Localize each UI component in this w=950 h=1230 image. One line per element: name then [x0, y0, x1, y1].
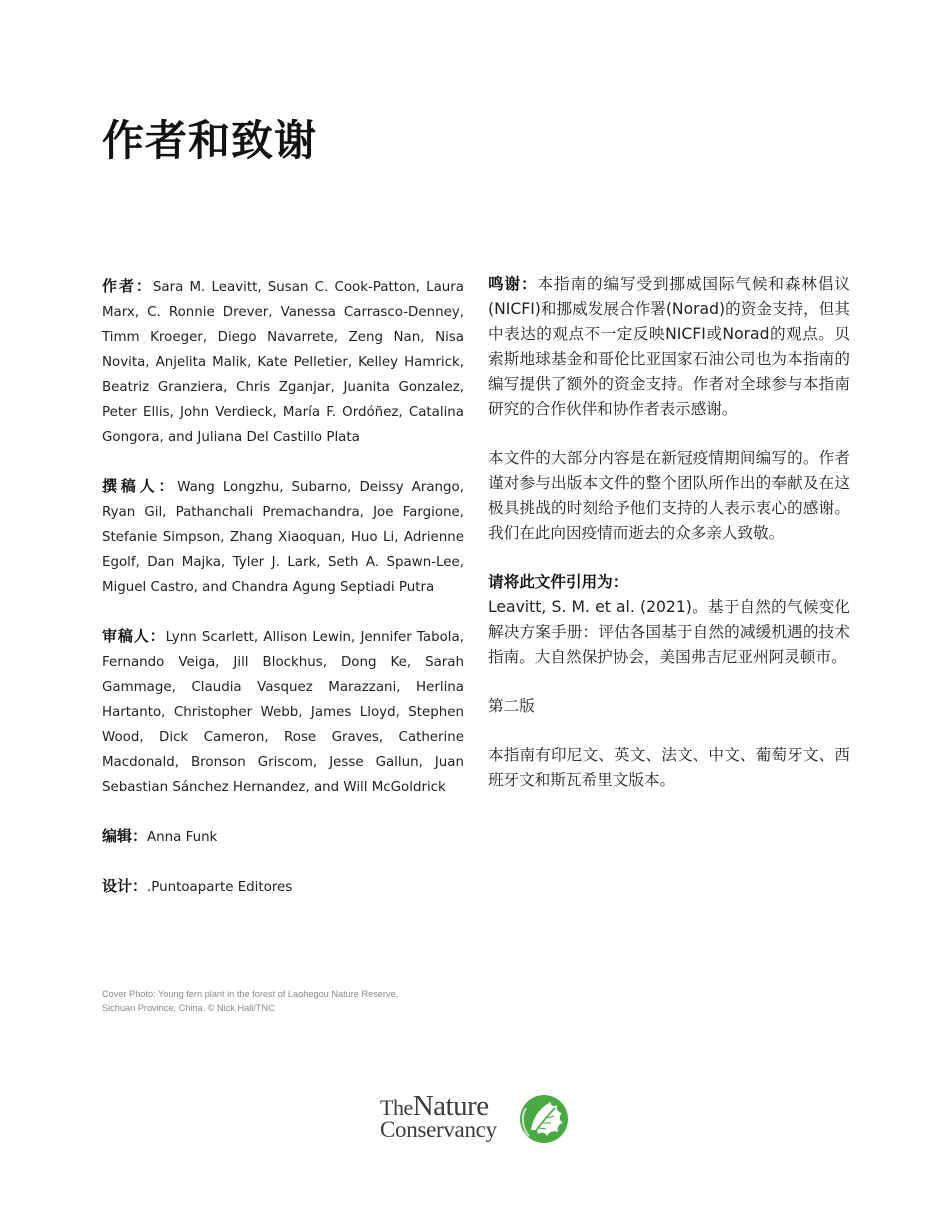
citation-label: 请将此文件引用为：: [488, 573, 629, 591]
caption-line-2: Sichuan Province, China. © Nick Hall/TNC: [102, 1002, 275, 1013]
logo-word-conservancy: Conservancy: [380, 1117, 497, 1142]
design-name: .Puntoaparte Editores: [147, 880, 293, 895]
tnc-logo: [380, 1090, 572, 1152]
cover-photo-caption: [102, 988, 442, 1015]
acknowledgements-label: 鸣谢：: [488, 275, 538, 293]
acknowledgements-text: 本指南的编写受到挪威国际气候和森林倡议(NICFI)和挪威发展合作署(Norad)的资金支持，但其中表达的观点不一定反映NICFI或Norad的观点。贝索斯地球基金和哥伦比亚国家石油公司也为本指南的编写提供了额外的资金支持。作者对全球参与本指南研究的合作伙伴和协作者表示感谢。: [488, 275, 850, 418]
citation-text: Leavitt, S. M. et al. (2021)。基于自然的气候变化解决方案手册：评估各国基于自然的减缓机遇的技术指南。大自然保护协会，美国弗吉尼亚州阿灵顿市。: [488, 598, 850, 666]
acknowledgements-column: [488, 272, 850, 817]
page-title: 作者和致谢: [102, 116, 318, 165]
citation-block: [488, 570, 850, 670]
covid-note: 本文件的大部分内容是在新冠疫情期间编写的。作者谨对参与出版本文件的整个团队所作出的奉献及在这极具挑战的时刻给予他们支持的人表示衷心的感谢。我们在此向因疫情而逝去的众多亲人致敬。: [488, 449, 850, 542]
credits-column: [102, 274, 464, 924]
design-block: [102, 874, 464, 900]
languages-text: 本指南有印尼文、英文、法文、中文、葡萄牙文、西班牙文和斯瓦希里文版本。: [488, 746, 850, 789]
editor-block: [102, 824, 464, 850]
contributors-block: [102, 474, 464, 600]
authors-list: Sara M. Leavitt, Susan C. Cook-Patton, Laura Marx, C. Ronnie Drever, Vanessa Carrasco-Denney, Timm Kroeger, Diego Navarrete, Zeng Nan, Nisa Novita, Anjelita Malik, Kate Pelletier, Kelley Hamrick, Beatriz Granziera, Chris Zganjar, Juanita Gonzalez, Peter Ellis, John Verdieck, María F. Ordóñez, Catalina Gongora, and Juliana Del Castillo Plata: [102, 280, 464, 445]
logo-word-nature: Nature: [412, 1090, 489, 1122]
contributors-list: Wang Longzhu, Subarno, Deissy Arango, Ryan Gil, Pathanchali Premachandra, Joe Fargione, Stefanie Simpson, Zhang Xiaoquan, Huo Li, Adrienne Egolf, Dan Majka, Tyler J. Lark, Seth A. Spawn-Lee, Miguel Castro, and Chandra Agung Septiadi Putra: [102, 480, 464, 595]
reviewers-block: [102, 624, 464, 800]
reviewers-label: 审稿人：: [102, 627, 166, 645]
reviewers-list: Lynn Scarlett, Allison Lewin, Jennifer Tabola, Fernando Veiga, Jill Blockhus, Dong Ke, Sarah Gammage, Claudia Vasquez Marazzani, Herlina Hartanto, Christopher Webb, James Lloyd, Stephen Wood, Dick Cameron, Rose Graves, Catherine Macdonald, Bronson Griscom, Jesse Gallun, Juan Sebastian Sánchez Hernandez, and Will McGoldrick: [102, 630, 464, 795]
authors-block: [102, 274, 464, 450]
acknowledgements-block: [488, 272, 850, 422]
edition-text: 第二版: [488, 697, 535, 715]
logo-wordmark: [380, 1090, 497, 1142]
editor-name: Anna Funk: [147, 830, 218, 845]
logo-word-the: The: [380, 1095, 413, 1120]
design-label: 设计：: [102, 877, 148, 895]
oak-leaf-globe-icon: [517, 1090, 571, 1148]
authors-label: 作者：: [102, 277, 153, 295]
caption-line-1: Cover Photo: Young fern plant in the forest of Laohegou Nature Reserve,: [102, 989, 399, 999]
editor-label: 编辑：: [102, 827, 148, 845]
contributors-label: 撰稿人：: [102, 477, 178, 495]
